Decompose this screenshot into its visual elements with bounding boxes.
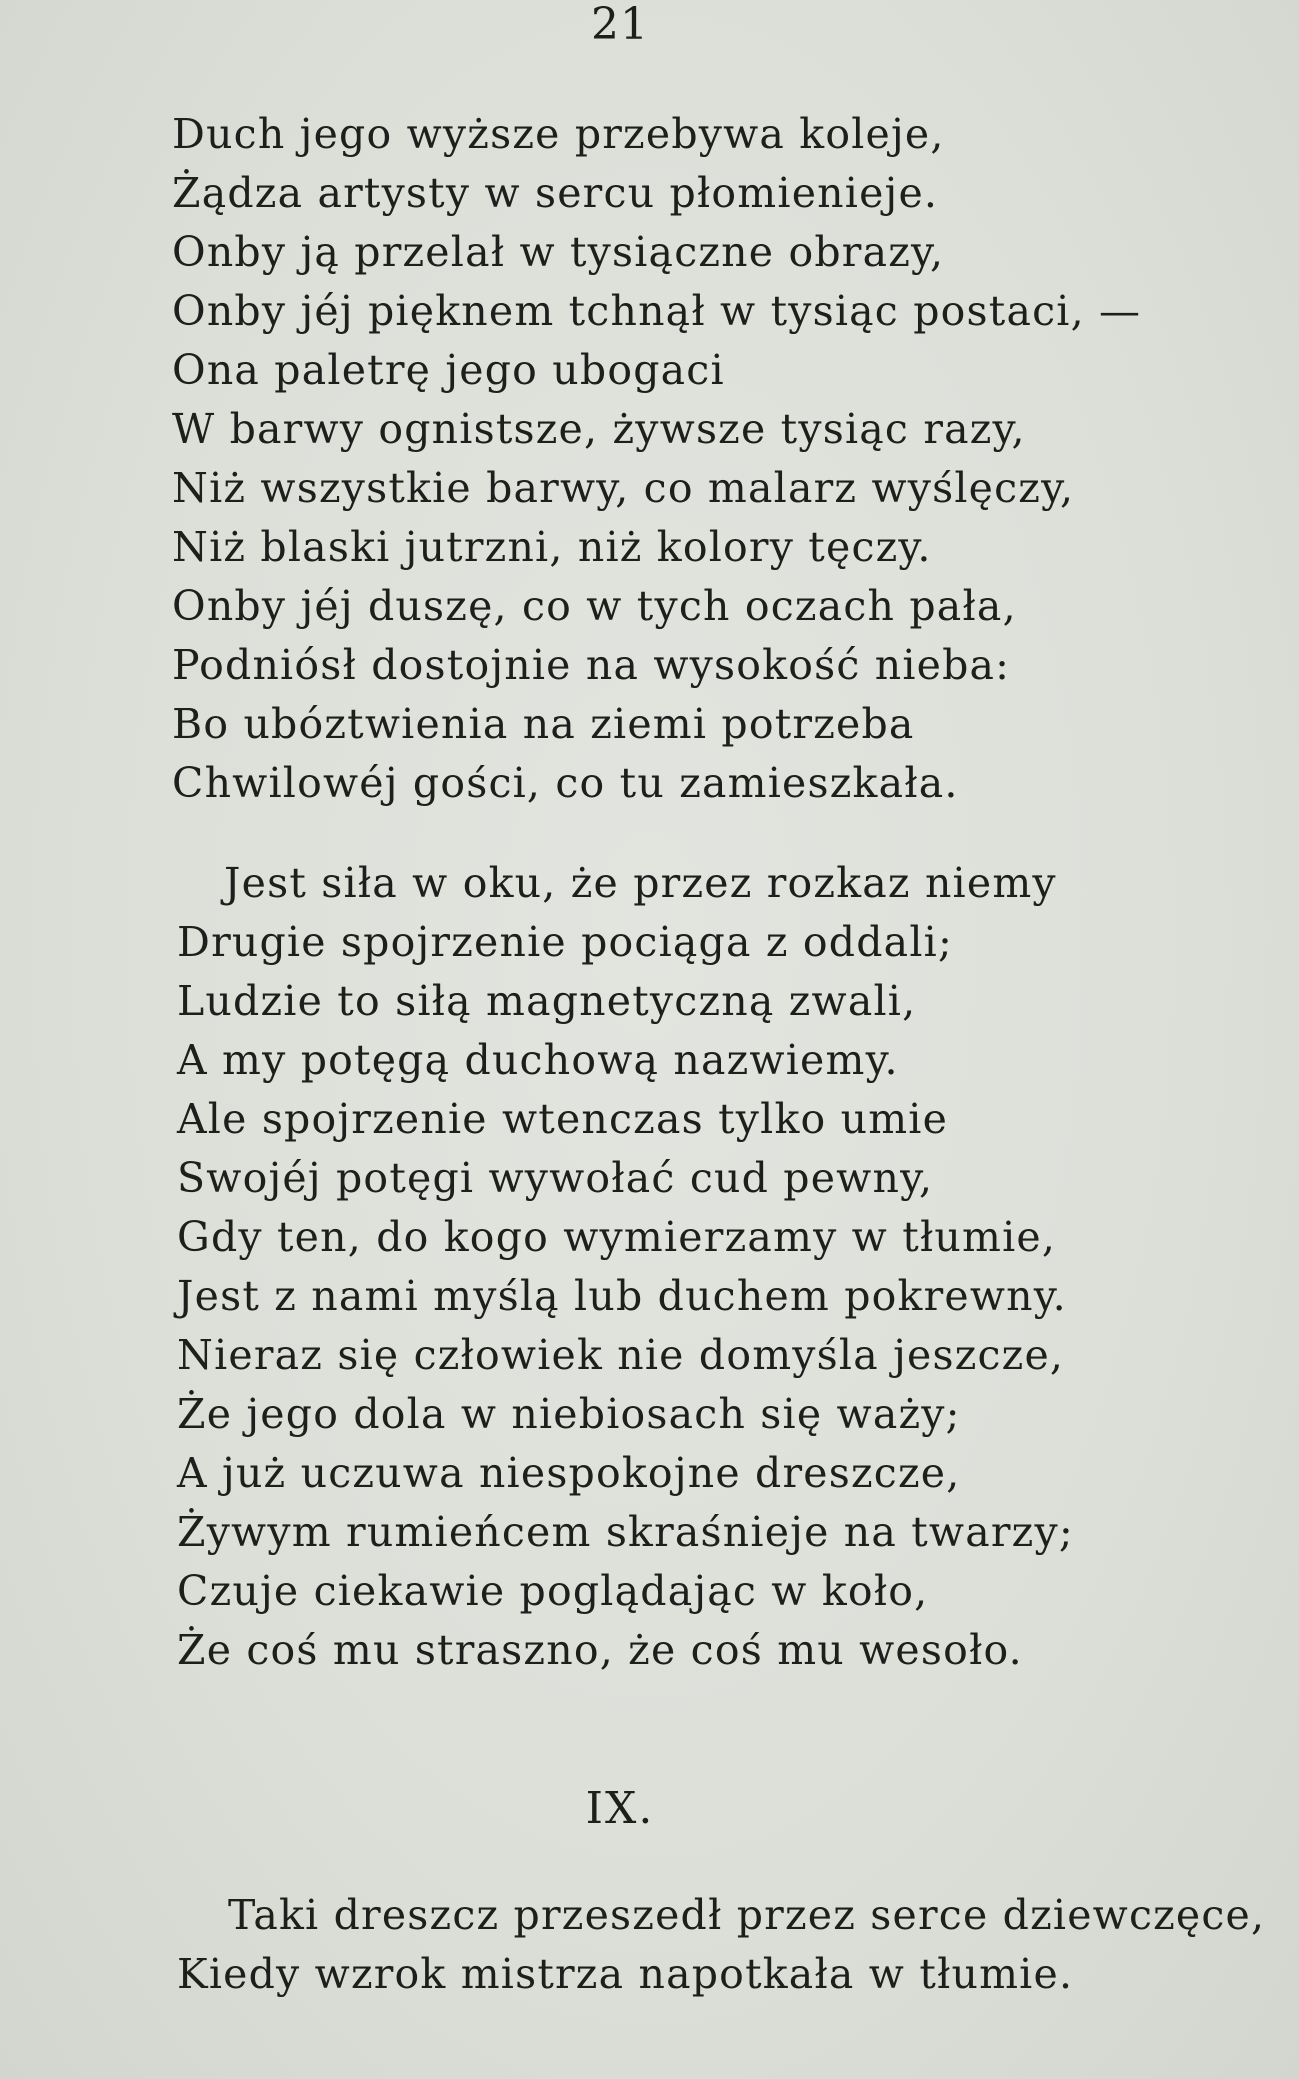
page-number: 21	[591, 0, 649, 50]
verse-line: A my potęgą duchową nazwiemy.	[177, 1036, 899, 1084]
verse-line: Ale spojrzenie wtenczas tylko umie	[177, 1095, 949, 1143]
verse-line: Czuje ciekawie poglądając w koło,	[177, 1567, 929, 1615]
verse-line: Niż wszystkie barwy, co malarz wyślęczy,	[172, 464, 1075, 512]
verse-line: Duch jego wyższe przebywa koleje,	[172, 110, 945, 158]
verse-line: Kiedy wzrok mistrza napotkała w tłumie.	[177, 1950, 1074, 1998]
verse-line: Onby jéj duszę, co w tych oczach pała,	[172, 582, 1017, 630]
verse-line: Niż blaski jutrzni, niż kolory tęczy.	[172, 523, 932, 571]
verse-line: A już uczuwa niespokojne dreszcze,	[177, 1449, 961, 1497]
verse-line: Podniósł dostojnie na wysokość nieba:	[172, 641, 1011, 689]
verse-line: Nieraz się człowiek nie domyśla jeszcze,	[177, 1331, 1065, 1379]
verse-line: Że coś mu straszno, że coś mu wesoło.	[177, 1626, 1023, 1674]
section-heading: IX.	[585, 1783, 655, 1834]
verse-line: Taki dreszcz przeszedł przez serce dziewczęce,	[228, 1891, 1266, 1939]
verse-line: Gdy ten, do kogo wymierzamy w tłumie,	[177, 1213, 1057, 1261]
verse-line: Jest siła w oku, że przez rozkaz niemy	[224, 859, 1057, 907]
verse-line: Chwilowéj gości, co tu zamieszkała.	[172, 759, 959, 807]
verse-line: Bo ubóztwienia na ziemi potrzeba	[172, 700, 915, 748]
verse-line: Swojéj potęgi wywołać cud pewny,	[177, 1154, 934, 1202]
verse-line: Onby jéj pięknem tchnął w tysiąc postaci, —	[172, 287, 1142, 335]
verse-line: Żądza artysty w sercu płomienieje.	[172, 169, 939, 217]
verse-line: Że jego dola w niebiosach się waży;	[177, 1390, 961, 1438]
verse-line: W barwy ognistsze, żywsze tysiąc razy,	[172, 405, 1026, 453]
verse-line: Jest z nami myślą lub duchem pokrewny.	[177, 1272, 1067, 1320]
verse-line: Żywym rumieńcem skraśnieje na twarzy;	[177, 1508, 1074, 1556]
verse-line: Onby ją przelał w tysiączne obrazy,	[172, 228, 945, 276]
verse-line: Ludzie to siłą magnetyczną zwali,	[177, 977, 917, 1025]
verse-line: Ona paletrę jego ubogaci	[172, 346, 725, 394]
verse-line: Drugie spojrzenie pociąga z oddali;	[177, 918, 953, 966]
